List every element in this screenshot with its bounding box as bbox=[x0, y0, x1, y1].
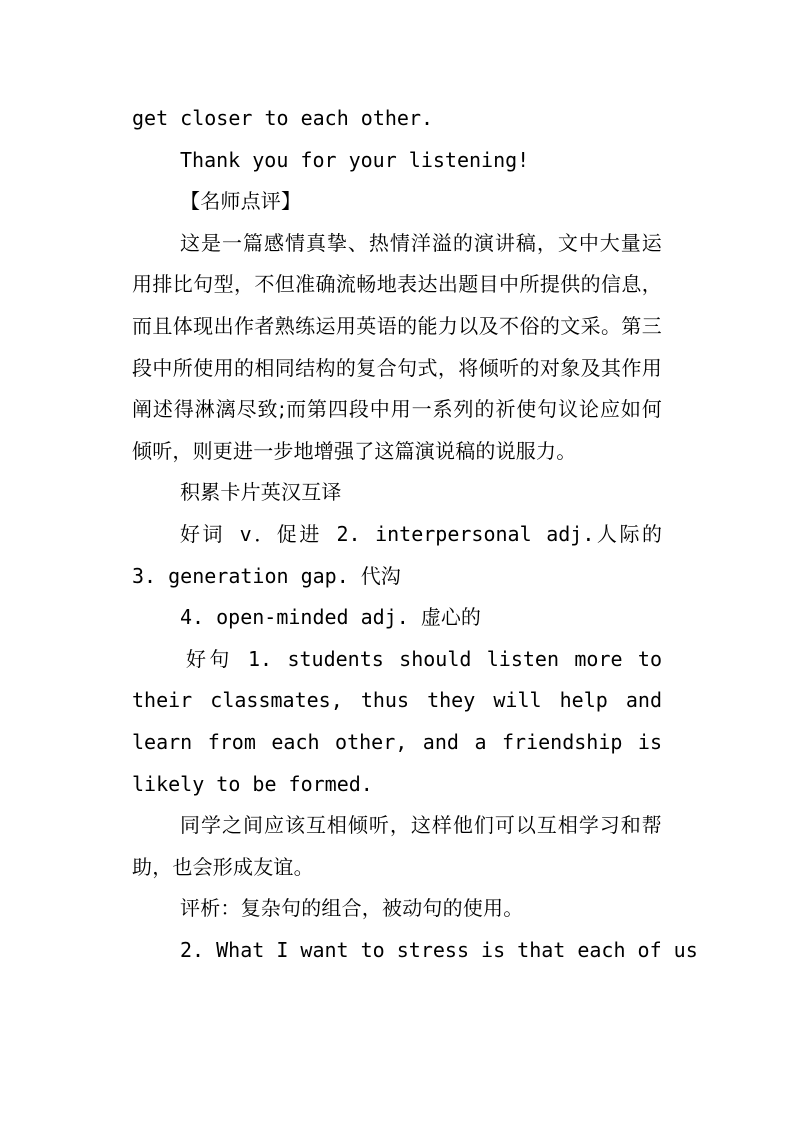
review-paragraph: 这是一篇感情真挚、热情洋溢的演讲稿，文中大量运用排比句型，不但准确流畅地表达出题目中所提供的信息，而且体现出作者熟练运用英语的能力以及不俗的文采。第三段中所使用的相同结构的复合句式，将倾听的对象及其作用阐述得淋漓尽致;而第四段中用一系列的祈使句议论应如何倾听，则更进一步地增强了这篇演说稿的说服力。 bbox=[132, 230, 662, 463]
analysis-line: 评析：复杂句的组合，被动句的使用。 bbox=[180, 896, 524, 921]
card-heading: 积累卡片英汉互译 bbox=[180, 480, 342, 505]
word-item-4: 4. open-minded adj. 虚心的 bbox=[180, 605, 481, 630]
sentence-2-line: 2. What I want to stress is that each of us bbox=[180, 937, 698, 962]
good-sentence-paragraph: 好句 1. students should listen more to their classmates, thus they will help and learn from each other, and a friendship is likely to be formed. bbox=[132, 646, 662, 796]
review-heading: 【名师点评】 bbox=[180, 189, 302, 214]
document-body bbox=[132, 98, 698, 971]
text-line-get-closer: get closer to each other. bbox=[132, 106, 434, 130]
text-line-thank-you: Thank you for your listening! bbox=[180, 147, 530, 172]
translation-paragraph: 同学之间应该互相倾听，这样他们可以互相学习和帮助，也会形成友谊。 bbox=[132, 813, 662, 879]
good-words-paragraph: 好词 v．促进 2. interpersonal adj.人际的 3. generation gap. 代沟 bbox=[132, 521, 662, 588]
